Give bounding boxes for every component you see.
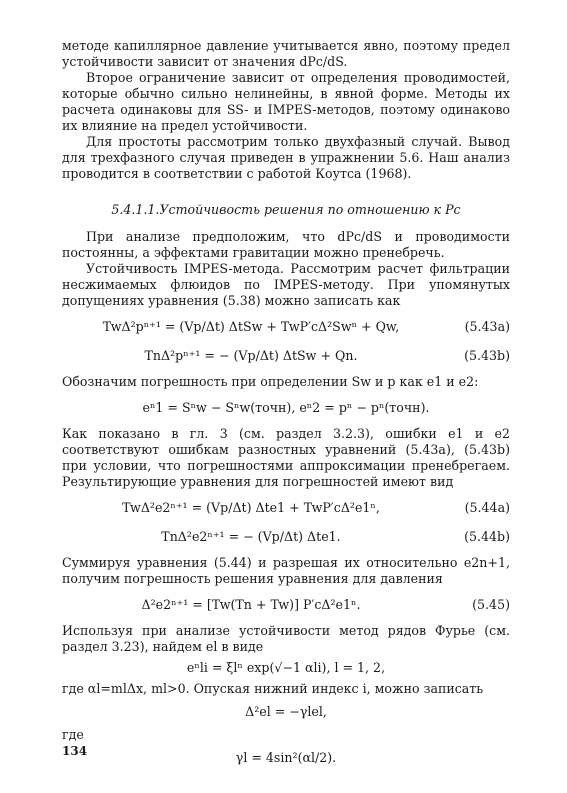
equation-body: γl = 4sin²(αl/2).	[235, 750, 337, 765]
equation-number: (5.44a)	[464, 500, 510, 515]
equation-fourier	[62, 657, 510, 679]
paragraph: При анализе предположим, что dPc/dS и проводимости постоянны, а эффектами гравитации можно пренебречь.	[62, 229, 510, 260]
equation-body: eⁿ1 = Sⁿw − Sⁿw(точн), eⁿ2 = pⁿ − pⁿ(точн).	[142, 400, 430, 415]
equation-number: (5.45)	[472, 597, 510, 612]
equation-body: Δ²el = −γlel,	[245, 704, 327, 719]
equation-number: (5.43a)	[464, 319, 510, 334]
equation-5-43b	[62, 345, 510, 367]
equation-error-definition	[62, 397, 510, 419]
page-number: 134	[62, 744, 88, 758]
equation-body: eⁿli = ξlⁿ exp(√−1 αli), l = 1, 2,	[186, 660, 386, 675]
equation-body: Δ²e2ⁿ⁺¹ = [Tw(Tn + Tw)] P′cΔ²e1ⁿ.	[141, 597, 361, 612]
equation-number: (5.43b)	[464, 348, 510, 363]
equation-5-44b	[62, 526, 510, 548]
equation-body: TwΔ²e2ⁿ⁺¹ = (Vp/Δt) Δte1 + TwP′cΔ²e1ⁿ,	[122, 500, 380, 515]
paragraph: Как показано в гл. 3 (см. раздел 3.2.3), ошибки e1 и e2 соответствуют ошибкам разностных уравнений (5.43а), (5.43b) при условии, что погрешностями аппроксимации пренебрегаем. Результирующие уравнения для погрешностей имеют вид	[62, 426, 510, 489]
paragraph: Суммируя уравнения (5.44) и разрешая их относительно e2n+1, получим погрешность решения уравнения для давления	[62, 555, 510, 586]
paragraph: Обозначим погрешность при определении Sw и p как e1 и e2:	[62, 374, 479, 389]
paragraph: Для простоты рассмотрим только двухфазный случай. Вывод для трехфазного случая приведен в упражнении 5.6. Наш анализ проводится в соответствии с работой Коутса (1968).	[62, 134, 510, 181]
paragraph: Второе ограничение зависит от определения проводимостей, которые обычно сильно нелинейны, в явной форме. Методы их расчета одинаковы для SS- и IMPES-методов, поэтому одинаково их влияние на предел устойчивости.	[62, 70, 510, 133]
equation-5-43a	[62, 316, 510, 338]
paragraph: Устойчивость IMPES-метода. Рассмотрим расчет фильтрации несжимаемых флюидов по IMPES-методу. При упомянутых допущениях уравнения (5.38) можно записать как	[62, 261, 510, 308]
equation-body: TwΔ²pⁿ⁺¹ = (Vp/Δt) ΔtSw + TwP′cΔ²Swⁿ + Qw,	[102, 319, 400, 334]
paragraph: где	[62, 727, 84, 742]
equation-body: TnΔ²e2ⁿ⁺¹ = − (Vp/Δt) Δte1.	[161, 529, 341, 544]
section-heading: 5.4.1.1.Устойчивость решения по отношению к Pc	[111, 202, 461, 217]
equation-5-44a	[62, 497, 510, 519]
paragraph: методе капиллярное давление учитывается явно, поэтому предел устойчивости зависит от значения dPc/dS.	[62, 38, 510, 69]
page-body	[62, 38, 510, 773]
paragraph: где αl=mlΔx, ml>0. Опуская нижний индекс i, можно записать	[62, 681, 484, 696]
equation-body: TnΔ²pⁿ⁺¹ = − (Vp/Δt) ΔtSw + Qn.	[144, 348, 358, 363]
paragraph: Используя при анализе устойчивости метод рядов Фурье (см. раздел 3.23), найдем el в виде	[62, 623, 510, 654]
equation-5-45	[62, 594, 510, 616]
equation-delta	[62, 701, 510, 723]
equation-gamma	[62, 747, 510, 769]
equation-number: (5.44b)	[464, 529, 510, 544]
